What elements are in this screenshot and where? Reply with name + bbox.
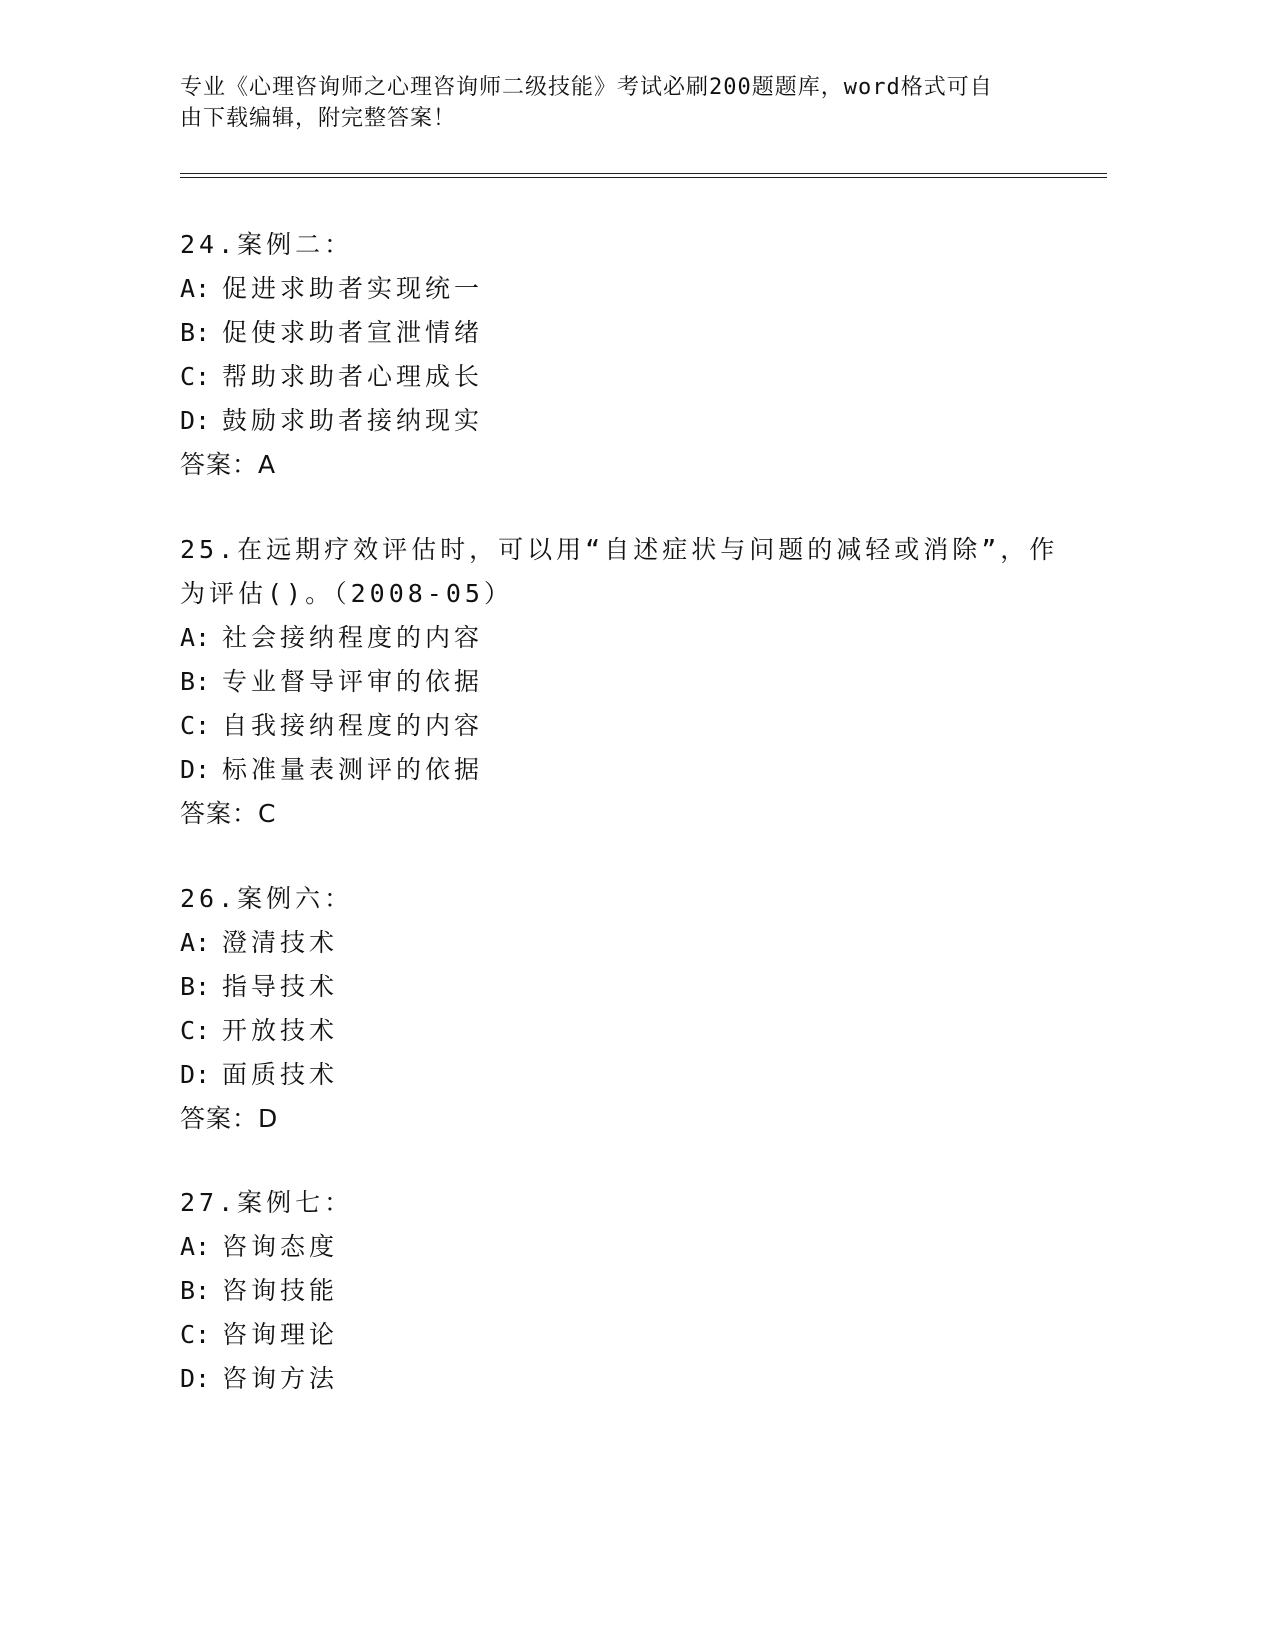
option-text: 鼓励求助者接纳现实: [222, 406, 484, 435]
option-text: 促使求助者宣泄情绪: [222, 318, 484, 347]
option-d: [180, 748, 1060, 792]
option-letter: B:: [180, 1276, 211, 1305]
option-text: 帮助求助者心理成长: [222, 362, 484, 391]
option-letter: C:: [180, 1016, 211, 1045]
header-line-2: 由下载编辑，附完整答案！: [180, 106, 457, 131]
option-letter: D:: [180, 755, 211, 784]
option-text: 社会接纳程度的内容: [222, 623, 484, 652]
option-letter: D:: [180, 1364, 211, 1393]
option-text: 指导技术: [222, 972, 339, 1001]
option-letter: B:: [180, 667, 211, 696]
option-a: [180, 1225, 1060, 1269]
option-a: [180, 616, 1060, 660]
question-26: [180, 877, 1060, 1141]
header-divider-top: [180, 173, 1107, 174]
option-letter: A:: [180, 623, 211, 652]
option-c: [180, 704, 1060, 748]
option-letter: C:: [180, 1320, 211, 1349]
header-line-1: 专业《心理咨询师之心理咨询师二级技能》考试必刷200题题库，word格式可自: [180, 75, 993, 100]
option-b: [180, 965, 1060, 1009]
option-d: [180, 1053, 1060, 1097]
question-stem: 24.案例二：: [180, 230, 354, 259]
option-letter: A:: [180, 928, 211, 957]
question-stem-continued: 为评估()。（2008-05）: [180, 579, 513, 608]
option-text: 咨询方法: [222, 1364, 339, 1393]
option-text: 咨询态度: [222, 1232, 339, 1261]
option-d: [180, 1357, 1060, 1401]
option-b: [180, 1269, 1060, 1313]
option-b: [180, 311, 1060, 355]
option-text: 澄清技术: [222, 928, 339, 957]
option-letter: C:: [180, 362, 211, 391]
option-d: [180, 399, 1060, 443]
answer-line: 答案：A: [180, 450, 277, 479]
option-letter: D:: [180, 1060, 211, 1089]
option-text: 自我接纳程度的内容: [222, 711, 484, 740]
option-text: 咨询理论: [222, 1320, 339, 1349]
option-letter: B:: [180, 318, 211, 347]
question-27: [180, 1181, 1060, 1401]
option-letter: A:: [180, 274, 211, 303]
answer-line: 答案：C: [180, 799, 277, 828]
option-a: [180, 921, 1060, 965]
header-divider-bottom: [180, 177, 1107, 178]
question-stem: 26.案例六：: [180, 884, 354, 913]
option-text: 面质技术: [222, 1060, 339, 1089]
option-text: 专业督导评审的依据: [222, 667, 484, 696]
document-header: [180, 72, 1030, 134]
answer-line: 答案：D: [180, 1104, 279, 1133]
option-a: [180, 267, 1060, 311]
option-letter: B:: [180, 972, 211, 1001]
option-text: 咨询技能: [222, 1276, 339, 1305]
option-c: [180, 1313, 1060, 1357]
option-b: [180, 660, 1060, 704]
option-text: 标准量表测评的依据: [222, 755, 484, 784]
question-25: [180, 528, 1060, 836]
question-stem: 25.在远期疗效评估时，可以用“自述症状与问题的减轻或消除”，作: [180, 535, 1059, 564]
option-letter: D:: [180, 406, 211, 435]
option-text: 开放技术: [222, 1016, 339, 1045]
option-letter: C:: [180, 711, 211, 740]
option-letter: A:: [180, 1232, 211, 1261]
option-c: [180, 355, 1060, 399]
option-c: [180, 1009, 1060, 1053]
option-text: 促进求助者实现统一: [222, 274, 484, 303]
question-stem: 27.案例七：: [180, 1188, 354, 1217]
question-24: [180, 223, 1060, 487]
